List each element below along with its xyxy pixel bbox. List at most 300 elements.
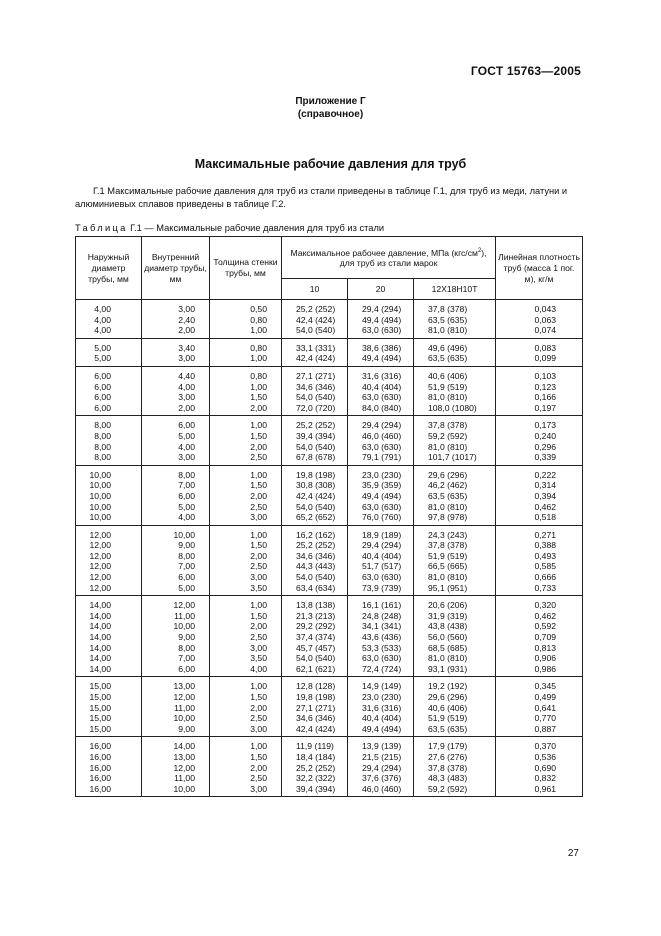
table-cell: 12,00 bbox=[76, 540, 142, 551]
table-cell: 0,339 bbox=[496, 452, 583, 465]
table-cell: 53,3 (533) bbox=[348, 643, 414, 654]
table-cell: 12,00 bbox=[76, 572, 142, 583]
table-cell: 0,063 bbox=[496, 315, 583, 326]
table-cell: 0,80 bbox=[210, 315, 282, 326]
table-cell: 9,00 bbox=[142, 724, 210, 737]
table-cell: 76,0 (760) bbox=[348, 512, 414, 525]
table-cell: 0,123 bbox=[496, 382, 583, 393]
table-cell: 25,2 (252) bbox=[282, 300, 348, 315]
table-cell: 2,50 bbox=[210, 502, 282, 513]
table-cell: 29,4 (294) bbox=[348, 300, 414, 315]
table-cell: 4,00 bbox=[142, 512, 210, 525]
table-cell: 1,00 bbox=[210, 353, 282, 366]
table-cell: 29,4 (294) bbox=[348, 763, 414, 774]
table-cell: 42,4 (424) bbox=[282, 724, 348, 737]
table-cell: 10,00 bbox=[76, 512, 142, 525]
appendix-label: Приложение Г bbox=[295, 96, 366, 107]
table-cell: 0,173 bbox=[496, 416, 583, 431]
table-cell: 44,3 (443) bbox=[282, 561, 348, 572]
table-cell: 0,536 bbox=[496, 752, 583, 763]
table-cell: 54,0 (540) bbox=[282, 502, 348, 513]
table-cell: 10,00 bbox=[76, 480, 142, 491]
table-cell: 37,8 (378) bbox=[414, 540, 496, 551]
table-cell: 12,00 bbox=[142, 692, 210, 703]
table-cell: 33,1 (331) bbox=[282, 338, 348, 353]
table-cell: 3,00 bbox=[142, 452, 210, 465]
table-cell: 2,50 bbox=[210, 632, 282, 643]
table-row bbox=[76, 452, 583, 465]
table-cell: 3,50 bbox=[210, 653, 282, 664]
table-cell: 0,733 bbox=[496, 583, 583, 596]
table-cell: 12,00 bbox=[76, 561, 142, 572]
standard-header: ГОСТ 15763—2005 bbox=[470, 64, 581, 78]
table-cell: 14,00 bbox=[76, 621, 142, 632]
table-row bbox=[76, 366, 583, 381]
table-cell: 95,1 (951) bbox=[414, 583, 496, 596]
table-cell: 0,222 bbox=[496, 465, 583, 480]
table-cell: 40,4 (404) bbox=[348, 551, 414, 562]
table-cell: 2,00 bbox=[210, 491, 282, 502]
table-cell: 11,00 bbox=[142, 611, 210, 622]
table-cell: 29,6 (296) bbox=[414, 465, 496, 480]
table-cell: 81,0 (810) bbox=[414, 572, 496, 583]
table-cell: 0,345 bbox=[496, 677, 583, 692]
table-cell: 0,666 bbox=[496, 572, 583, 583]
table-row bbox=[76, 512, 583, 525]
table-cell: 12,00 bbox=[142, 596, 210, 611]
table-cell: 15,00 bbox=[76, 724, 142, 737]
table-cell: 10,00 bbox=[76, 491, 142, 502]
table-cell: 54,0 (540) bbox=[282, 572, 348, 583]
table-cell: 12,00 bbox=[76, 525, 142, 540]
table-cell: 10,00 bbox=[142, 713, 210, 724]
table-cell: 3,40 bbox=[142, 338, 210, 353]
table-cell: 14,00 bbox=[142, 737, 210, 752]
table-cell: 21,3 (213) bbox=[282, 611, 348, 622]
table-row bbox=[76, 773, 583, 784]
table-cell: 0,986 bbox=[496, 664, 583, 677]
table-cell: 51,9 (519) bbox=[414, 551, 496, 562]
table-cell: 19,8 (198) bbox=[282, 692, 348, 703]
table-row bbox=[76, 300, 583, 315]
table-cell: 51,7 (517) bbox=[348, 561, 414, 572]
table-cell: 63,5 (635) bbox=[414, 724, 496, 737]
table-cell: 31,6 (316) bbox=[348, 366, 414, 381]
table-cell: 4,00 bbox=[142, 382, 210, 393]
table-cell: 0,80 bbox=[210, 338, 282, 353]
table-cell: 1,50 bbox=[210, 611, 282, 622]
table-cell: 2,00 bbox=[142, 325, 210, 338]
table-cell: 101,7 (1017) bbox=[414, 452, 496, 465]
table-cell: 16,00 bbox=[76, 737, 142, 752]
table-row bbox=[76, 752, 583, 763]
table-cell: 63,0 (630) bbox=[348, 653, 414, 664]
table-row bbox=[76, 703, 583, 714]
table-cell: 84,0 (840) bbox=[348, 403, 414, 416]
table-cell: 0,832 bbox=[496, 773, 583, 784]
appendix-heading bbox=[0, 95, 661, 121]
table-cell: 54,0 (540) bbox=[282, 392, 348, 403]
table-cell: 59,2 (592) bbox=[414, 431, 496, 442]
table-cell: 16,00 bbox=[76, 752, 142, 763]
table-body bbox=[76, 300, 583, 797]
table-cell: 2,50 bbox=[210, 713, 282, 724]
table-cell: 14,00 bbox=[76, 611, 142, 622]
table-cell: 16,2 (162) bbox=[282, 525, 348, 540]
table-cell: 49,4 (494) bbox=[348, 491, 414, 502]
table-cell: 0,043 bbox=[496, 300, 583, 315]
table-cell: 108,0 (1080) bbox=[414, 403, 496, 416]
intro-paragraph: Г.1 Максимальные рабочие давления для труб из стали приведены в таблице Г.1, для труб из меди, латуни и алюминиевых сплавов приведены в таблице Г.2. bbox=[75, 186, 568, 209]
table-cell: 2,00 bbox=[210, 551, 282, 562]
table-cell: 93,1 (931) bbox=[414, 664, 496, 677]
table-cell: 63,5 (635) bbox=[414, 491, 496, 502]
header-steel-20: 20 bbox=[348, 279, 414, 300]
table-row bbox=[76, 596, 583, 611]
table-cell: 2,00 bbox=[142, 403, 210, 416]
table-row bbox=[76, 643, 583, 654]
table-cell: 39,4 (394) bbox=[282, 431, 348, 442]
table-row bbox=[76, 713, 583, 724]
table-row bbox=[76, 632, 583, 643]
table-cell: 46,0 (460) bbox=[348, 784, 414, 797]
table-cell: 30,8 (308) bbox=[282, 480, 348, 491]
table-cell: 0,770 bbox=[496, 713, 583, 724]
table-cell: 3,00 bbox=[210, 784, 282, 797]
header-wall-thickness: Толщина стенки трубы, мм bbox=[210, 237, 282, 300]
table-cell: 68,5 (685) bbox=[414, 643, 496, 654]
table-cell: 37,4 (374) bbox=[282, 632, 348, 643]
table-cell: 72,4 (724) bbox=[348, 664, 414, 677]
header-max-pressure-b: ), для труб из стали марок bbox=[339, 247, 487, 269]
table-row bbox=[76, 502, 583, 513]
table-cell: 3,00 bbox=[210, 512, 282, 525]
table-cell: 0,296 bbox=[496, 442, 583, 453]
table-cell: 35,9 (359) bbox=[348, 480, 414, 491]
table-cell: 0,240 bbox=[496, 431, 583, 442]
table-cell: 13,00 bbox=[142, 677, 210, 692]
table-cell: 5,00 bbox=[142, 431, 210, 442]
header-outer-diameter: Наружный диаметр трубы, мм bbox=[76, 237, 142, 300]
table-cell: 39,4 (394) bbox=[282, 784, 348, 797]
table-cell: 54,0 (540) bbox=[282, 442, 348, 453]
table-row bbox=[76, 784, 583, 797]
table-row bbox=[76, 561, 583, 572]
table-cell: 6,00 bbox=[142, 416, 210, 431]
table-cell: 81,0 (810) bbox=[414, 653, 496, 664]
table-cell: 63,0 (630) bbox=[348, 442, 414, 453]
table-cell: 81,0 (810) bbox=[414, 502, 496, 513]
table-cell: 0,690 bbox=[496, 763, 583, 774]
table-cell: 0,80 bbox=[210, 366, 282, 381]
table-cell: 27,1 (271) bbox=[282, 366, 348, 381]
table-cell: 46,2 (462) bbox=[414, 480, 496, 491]
table-cell: 73,9 (739) bbox=[348, 583, 414, 596]
table-cell: 3,00 bbox=[142, 353, 210, 366]
header-steel-12x18n10t: 12Х18Н10Т bbox=[414, 279, 496, 300]
table-cell: 19,8 (198) bbox=[282, 465, 348, 480]
table-cell: 9,00 bbox=[142, 632, 210, 643]
table-cell: 10,00 bbox=[142, 784, 210, 797]
table-cell: 0,320 bbox=[496, 596, 583, 611]
table-cell: 0,314 bbox=[496, 480, 583, 491]
table-cell: 15,00 bbox=[76, 692, 142, 703]
table-cell: 23,0 (230) bbox=[348, 692, 414, 703]
header-max-pressure-sup: 2 bbox=[477, 247, 482, 254]
table-cell: 0,271 bbox=[496, 525, 583, 540]
table-cell: 1,00 bbox=[210, 416, 282, 431]
table-cell: 1,00 bbox=[210, 737, 282, 752]
page-number: 27 bbox=[567, 848, 579, 859]
table-cell: 0,370 bbox=[496, 737, 583, 752]
table-row bbox=[76, 540, 583, 551]
table-cell: 14,00 bbox=[76, 643, 142, 654]
table-cell: 8,00 bbox=[76, 416, 142, 431]
table-cell: 4,00 bbox=[76, 300, 142, 315]
table-cell: 1,00 bbox=[210, 325, 282, 338]
table-cell: 25,2 (252) bbox=[282, 763, 348, 774]
table-cell: 2,50 bbox=[210, 561, 282, 572]
table-row bbox=[76, 325, 583, 338]
table-cell: 2,50 bbox=[210, 773, 282, 784]
table-cell: 49,4 (494) bbox=[348, 353, 414, 366]
table-cell: 38,6 (386) bbox=[348, 338, 414, 353]
table-cell: 5,00 bbox=[142, 583, 210, 596]
table-cell: 13,8 (138) bbox=[282, 596, 348, 611]
table-cell: 0,709 bbox=[496, 632, 583, 643]
table-row bbox=[76, 692, 583, 703]
table-cell: 63,0 (630) bbox=[348, 502, 414, 513]
table-cell: 5,00 bbox=[76, 338, 142, 353]
table-cell: 6,00 bbox=[142, 572, 210, 583]
table-row bbox=[76, 724, 583, 737]
header-linear-density: Линейная плотность труб (масса 1 пог. м), кг/м bbox=[496, 237, 583, 300]
table-cell: 43,6 (436) bbox=[348, 632, 414, 643]
table-cell: 14,00 bbox=[76, 596, 142, 611]
table-cell: 97,8 (978) bbox=[414, 512, 496, 525]
table-cell: 32,2 (322) bbox=[282, 773, 348, 784]
table-cell: 40,4 (404) bbox=[348, 382, 414, 393]
header-max-pressure-a: Максимальное рабочее давление, МПа (кгс/см bbox=[290, 247, 478, 258]
table-cell: 15,00 bbox=[76, 677, 142, 692]
table-cell: 45,7 (457) bbox=[282, 643, 348, 654]
table-cell: 63,0 (630) bbox=[348, 325, 414, 338]
table-row bbox=[76, 338, 583, 353]
table-cell: 11,00 bbox=[142, 703, 210, 714]
table-cell: 29,4 (294) bbox=[348, 540, 414, 551]
section-title: Максимальные рабочие давления для труб bbox=[194, 157, 467, 171]
table-cell: 27,1 (271) bbox=[282, 703, 348, 714]
table-cell: 4,00 bbox=[210, 664, 282, 677]
header-steel-10: 10 bbox=[282, 279, 348, 300]
table-cell: 14,00 bbox=[76, 632, 142, 643]
table-cell: 37,8 (378) bbox=[414, 763, 496, 774]
table-cell: 42,4 (424) bbox=[282, 353, 348, 366]
table-cell: 27,6 (276) bbox=[414, 752, 496, 763]
table-cell: 0,499 bbox=[496, 692, 583, 703]
table-cell: 54,0 (540) bbox=[282, 325, 348, 338]
table-cell: 20,6 (206) bbox=[414, 596, 496, 611]
table-cell: 23,0 (230) bbox=[348, 465, 414, 480]
table-cell: 24,3 (243) bbox=[414, 525, 496, 540]
table-cell: 2,00 bbox=[210, 442, 282, 453]
table-cell: 59,2 (592) bbox=[414, 784, 496, 797]
table-cell: 6,00 bbox=[76, 403, 142, 416]
table-cell: 0,074 bbox=[496, 325, 583, 338]
table-row bbox=[76, 382, 583, 393]
table-cell: 3,50 bbox=[210, 583, 282, 596]
table-cell: 21,5 (215) bbox=[348, 752, 414, 763]
table-cell: 42,4 (424) bbox=[282, 491, 348, 502]
table-row bbox=[76, 653, 583, 664]
table-caption bbox=[75, 223, 384, 233]
table-cell: 2,00 bbox=[210, 621, 282, 632]
table-cell: 46,0 (460) bbox=[348, 431, 414, 442]
table-cell: 4,00 bbox=[76, 325, 142, 338]
table-cell: 0,906 bbox=[496, 653, 583, 664]
appendix-type: (справочное) bbox=[297, 109, 364, 120]
table-cell: 51,9 (519) bbox=[414, 713, 496, 724]
table-cell: 9,00 bbox=[142, 540, 210, 551]
table-cell: 0,887 bbox=[496, 724, 583, 737]
table-cell: 63,5 (635) bbox=[414, 353, 496, 366]
table-cell: 14,9 (149) bbox=[348, 677, 414, 692]
table-cell: 1,00 bbox=[210, 525, 282, 540]
table-cell: 18,4 (184) bbox=[282, 752, 348, 763]
table-cell: 31,6 (316) bbox=[348, 703, 414, 714]
table-cell: 1,50 bbox=[210, 392, 282, 403]
table-cell: 29,6 (296) bbox=[414, 692, 496, 703]
table-cell: 63,5 (635) bbox=[414, 315, 496, 326]
table-cell: 10,00 bbox=[76, 502, 142, 513]
table-row bbox=[76, 442, 583, 453]
table-cell: 1,00 bbox=[210, 465, 282, 480]
table-row bbox=[76, 315, 583, 326]
table-cell: 8,00 bbox=[142, 643, 210, 654]
table-row bbox=[76, 353, 583, 366]
table-cell: 12,00 bbox=[76, 583, 142, 596]
table-row bbox=[76, 664, 583, 677]
table-cell: 16,00 bbox=[76, 784, 142, 797]
table-cell: 0,462 bbox=[496, 502, 583, 513]
table-cell: 2,00 bbox=[210, 763, 282, 774]
table-cell: 0,813 bbox=[496, 643, 583, 654]
table-cell: 29,4 (294) bbox=[348, 416, 414, 431]
table-cell: 63,0 (630) bbox=[348, 572, 414, 583]
table-cell: 10,00 bbox=[142, 621, 210, 632]
table-cell: 1,50 bbox=[210, 692, 282, 703]
table-row bbox=[76, 480, 583, 491]
table-cell: 16,00 bbox=[76, 773, 142, 784]
table-cell: 7,00 bbox=[142, 561, 210, 572]
table-cell: 40,4 (404) bbox=[348, 713, 414, 724]
table-cell: 0,592 bbox=[496, 621, 583, 632]
table-cell: 0,166 bbox=[496, 392, 583, 403]
table-caption-prefix: Таблица bbox=[75, 223, 128, 233]
table-cell: 2,00 bbox=[210, 403, 282, 416]
table-row bbox=[76, 583, 583, 596]
table-cell: 12,00 bbox=[76, 551, 142, 562]
table-cell: 8,00 bbox=[76, 431, 142, 442]
table-cell: 67,8 (678) bbox=[282, 452, 348, 465]
table-cell: 4,00 bbox=[142, 442, 210, 453]
table-row bbox=[76, 611, 583, 622]
table-row bbox=[76, 677, 583, 692]
table-cell: 24,8 (248) bbox=[348, 611, 414, 622]
table-cell: 6,00 bbox=[76, 382, 142, 393]
table-cell: 25,2 (252) bbox=[282, 540, 348, 551]
table-cell: 5,00 bbox=[76, 353, 142, 366]
table-cell: 37,8 (378) bbox=[414, 300, 496, 315]
table-cell: 54,0 (540) bbox=[282, 653, 348, 664]
table-cell: 1,50 bbox=[210, 480, 282, 491]
table-cell: 17,9 (179) bbox=[414, 737, 496, 752]
table-caption-text: Г.1 — Максимальные рабочие давления для труб из стали bbox=[127, 223, 385, 233]
table-cell: 0,462 bbox=[496, 611, 583, 622]
table-cell: 0,083 bbox=[496, 338, 583, 353]
table-cell: 79,1 (791) bbox=[348, 452, 414, 465]
table-cell: 6,00 bbox=[142, 491, 210, 502]
table-cell: 81,0 (810) bbox=[414, 442, 496, 453]
table-cell: 0,197 bbox=[496, 403, 583, 416]
table-cell: 1,50 bbox=[210, 431, 282, 442]
table-cell: 8,00 bbox=[76, 452, 142, 465]
table-row bbox=[76, 403, 583, 416]
table-cell: 0,518 bbox=[496, 512, 583, 525]
header-max-pressure bbox=[282, 237, 496, 279]
table-cell: 12,8 (128) bbox=[282, 677, 348, 692]
table-cell: 2,50 bbox=[210, 452, 282, 465]
table-cell: 11,00 bbox=[142, 773, 210, 784]
table-cell: 48,3 (483) bbox=[414, 773, 496, 784]
table-cell: 19,2 (192) bbox=[414, 677, 496, 692]
table-cell: 7,00 bbox=[142, 480, 210, 491]
table-cell: 8,00 bbox=[142, 551, 210, 562]
table-row bbox=[76, 465, 583, 480]
table-cell: 10,00 bbox=[142, 525, 210, 540]
table-cell: 3,00 bbox=[210, 724, 282, 737]
table-cell: 8,00 bbox=[142, 465, 210, 480]
table-cell: 13,00 bbox=[142, 752, 210, 763]
table-cell: 5,00 bbox=[142, 502, 210, 513]
table-cell: 66,5 (665) bbox=[414, 561, 496, 572]
table-cell: 49,6 (496) bbox=[414, 338, 496, 353]
table-cell: 37,6 (376) bbox=[348, 773, 414, 784]
table-cell: 81,0 (810) bbox=[414, 392, 496, 403]
table-cell: 63,0 (630) bbox=[348, 392, 414, 403]
table-cell: 0,585 bbox=[496, 561, 583, 572]
table-cell: 1,50 bbox=[210, 752, 282, 763]
table-cell: 43,8 (438) bbox=[414, 621, 496, 632]
table-cell: 3,00 bbox=[142, 300, 210, 315]
table-row bbox=[76, 551, 583, 562]
table-row bbox=[76, 431, 583, 442]
table-cell: 62,1 (621) bbox=[282, 664, 348, 677]
table-cell: 14,00 bbox=[76, 653, 142, 664]
table-cell: 16,00 bbox=[76, 763, 142, 774]
table-cell: 1,00 bbox=[210, 382, 282, 393]
table-cell: 3,00 bbox=[210, 572, 282, 583]
table-row bbox=[76, 525, 583, 540]
table-cell: 25,2 (252) bbox=[282, 416, 348, 431]
table-cell: 0,103 bbox=[496, 366, 583, 381]
table-row bbox=[76, 491, 583, 502]
table-cell: 56,0 (560) bbox=[414, 632, 496, 643]
table-cell: 40,6 (406) bbox=[414, 703, 496, 714]
table-cell: 15,00 bbox=[76, 703, 142, 714]
table-cell: 16,1 (161) bbox=[348, 596, 414, 611]
table-cell: 1,00 bbox=[210, 677, 282, 692]
